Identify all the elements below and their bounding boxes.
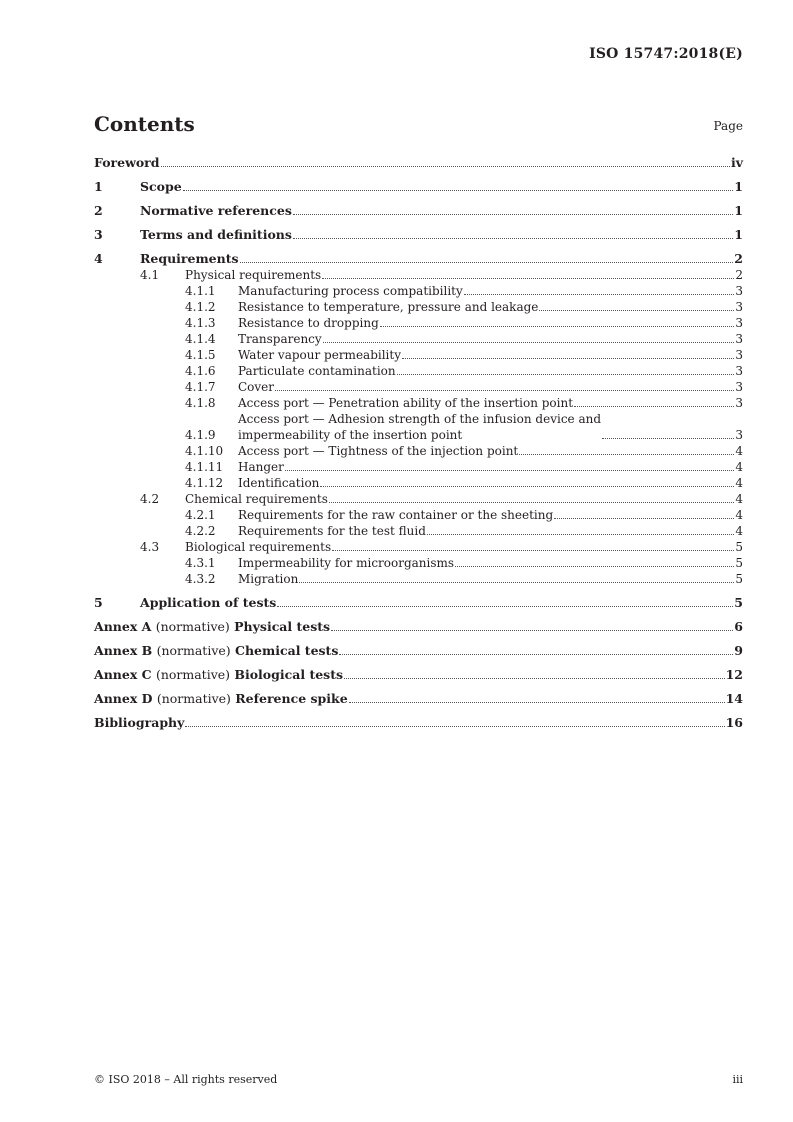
toc-page: 14	[725, 691, 743, 706]
toc-title: Access port — Tightness of the injection point	[238, 444, 519, 458]
toc-page: 9	[734, 643, 743, 658]
toc-entry[interactable]	[94, 379, 743, 395]
annex-label: Annex B	[94, 643, 153, 658]
toc-number: 4.2	[140, 492, 160, 506]
toc-page: 5	[735, 572, 743, 586]
toc-number: 1	[94, 179, 103, 194]
toc-entry[interactable]	[94, 347, 743, 363]
dot-leader	[464, 294, 735, 295]
annex-label: Annex D	[94, 691, 153, 706]
toc-title	[94, 667, 343, 683]
toc-title: Requirements for the raw container or the sheeting	[238, 508, 554, 522]
dot-leader	[293, 238, 733, 239]
toc-title: Scope	[140, 179, 182, 194]
toc-number: 4.1.2	[185, 300, 216, 314]
annex-label: Annex C	[94, 667, 152, 682]
annex-title: Reference spike	[235, 691, 348, 706]
dot-leader	[519, 454, 734, 455]
dot-leader	[402, 358, 734, 359]
toc-page: 4	[735, 444, 743, 458]
toc-page: 12	[725, 667, 743, 682]
toc-entry[interactable]	[94, 523, 743, 539]
annex-title: Physical tests	[234, 619, 331, 634]
toc-number: 4.1.10	[185, 444, 224, 458]
toc-entry[interactable]	[94, 267, 743, 283]
annex-title: Chemical tests	[235, 643, 339, 658]
toc-title: Biological requirements	[185, 540, 332, 554]
toc-number: 4.1.8	[185, 396, 216, 410]
dot-leader	[397, 374, 735, 375]
dot-leader	[320, 486, 734, 487]
annex-normative: (normative)	[155, 667, 231, 682]
toc-number: 4.1.4	[185, 332, 216, 346]
toc-page: 1	[734, 179, 743, 194]
toc-page: 4	[735, 492, 743, 506]
toc-page: 4	[735, 524, 743, 538]
toc-entry[interactable]	[94, 595, 743, 611]
annex-normative: (normative)	[155, 619, 230, 634]
toc-title-line2: impermeability of the insertion point	[238, 428, 463, 442]
toc-page: 1	[734, 203, 743, 218]
toc-entry[interactable]	[94, 411, 743, 443]
toc-number: 4	[94, 251, 103, 266]
toc-title: Hanger	[238, 460, 284, 474]
toc-entry[interactable]	[94, 283, 743, 299]
toc-title: Chemical requirements	[185, 492, 328, 506]
toc-number: 4.1.12	[185, 476, 224, 490]
dot-leader	[185, 726, 724, 727]
annex-label: Annex A	[94, 619, 152, 634]
toc-page: 4	[735, 476, 743, 490]
toc-number: 5	[94, 595, 103, 610]
dot-leader	[329, 502, 734, 503]
toc-entry[interactable]	[94, 459, 743, 475]
toc-entry[interactable]	[94, 363, 743, 379]
dot-leader	[299, 582, 734, 583]
toc-title: Manufacturing process compatibility	[238, 284, 463, 298]
dot-leader	[602, 438, 734, 439]
toc-page: 16	[725, 715, 743, 730]
toc-title	[238, 411, 601, 443]
toc-page: 6	[734, 619, 743, 634]
toc-page: 5	[735, 540, 743, 554]
dot-leader	[285, 470, 734, 471]
toc-page: 2	[735, 268, 743, 282]
toc-entry[interactable]	[94, 443, 743, 459]
dot-leader	[380, 326, 735, 327]
toc-entry[interactable]	[94, 691, 743, 707]
dot-leader	[349, 702, 725, 703]
toc-title: Application of tests	[140, 595, 277, 610]
toc-entry[interactable]	[94, 507, 743, 523]
dot-leader	[322, 278, 734, 279]
toc-entry[interactable]	[94, 203, 743, 219]
dot-leader	[455, 566, 734, 567]
toc-entry[interactable]	[94, 619, 743, 635]
toc-page: 2	[734, 251, 743, 266]
toc-entry[interactable]	[94, 227, 743, 243]
toc-entry[interactable]	[94, 179, 743, 195]
table-of-contents	[94, 155, 743, 731]
toc-number: 4.3	[140, 540, 160, 554]
toc-entry[interactable]	[94, 155, 743, 171]
toc-entry[interactable]	[94, 715, 743, 731]
toc-page: 3	[735, 364, 743, 378]
toc-page: 4	[735, 460, 743, 474]
dot-leader	[277, 606, 733, 607]
document-id: ISO 15747:2018(E)	[589, 46, 743, 62]
toc-entry[interactable]	[94, 571, 743, 587]
toc-title: Terms and definitions	[140, 227, 292, 242]
toc-page: 3	[735, 284, 743, 298]
copyright-notice: © ISO 2018 – All rights reserved	[94, 1073, 278, 1086]
toc-page: 1	[734, 227, 743, 242]
toc-entry[interactable]	[94, 315, 743, 331]
toc-title	[94, 643, 338, 659]
dot-leader	[161, 166, 730, 167]
toc-title: Requirements	[140, 251, 239, 266]
toc-page: 3	[735, 348, 743, 362]
toc-title-line1: Access port — Adhesion strength of the infusion device and	[238, 412, 602, 426]
toc-number: 4.1	[140, 268, 160, 282]
toc-page: 4	[735, 508, 743, 522]
toc-number: 3	[94, 227, 103, 242]
toc-title: Particulate contamination	[238, 364, 396, 378]
page-column-label: Page	[713, 119, 743, 133]
dot-leader	[427, 534, 734, 535]
toc-number: 4.1.6	[185, 364, 216, 378]
toc-page: 3	[735, 332, 743, 346]
page-title: Contents	[94, 112, 195, 136]
toc-title: Transparency	[238, 332, 322, 346]
dot-leader	[183, 190, 734, 191]
toc-number: 4.2.2	[185, 524, 216, 538]
dot-leader	[275, 390, 734, 391]
toc-page: 5	[735, 556, 743, 570]
annex-normative: (normative)	[156, 691, 231, 706]
toc-number: 4.3.2	[185, 572, 216, 586]
toc-number: 4.1.5	[185, 348, 216, 362]
toc-entry[interactable]	[94, 643, 743, 659]
toc-title: Requirements for the test fluid	[238, 524, 426, 538]
dot-leader	[574, 406, 734, 407]
toc-page: 3	[735, 428, 743, 442]
toc-entry[interactable]	[94, 299, 743, 315]
toc-page: 3	[735, 396, 743, 410]
toc-entry[interactable]	[94, 555, 743, 571]
toc-entry[interactable]	[94, 331, 743, 347]
toc-title: Cover	[238, 380, 275, 394]
toc-number: 4.1.11	[185, 460, 224, 474]
page-number: iii	[732, 1073, 743, 1086]
toc-title: Water vapour permeability	[238, 348, 401, 362]
dot-leader	[323, 342, 735, 343]
toc-title: Physical requirements	[185, 268, 322, 282]
toc-number: 2	[94, 203, 103, 218]
dot-leader	[293, 214, 733, 215]
toc-title: Bibliography	[94, 715, 185, 730]
dot-leader	[332, 550, 734, 551]
toc-entry[interactable]	[94, 491, 743, 507]
dot-leader	[344, 678, 725, 679]
toc-page: iv	[730, 155, 743, 170]
toc-entry[interactable]	[94, 667, 743, 683]
toc-title: Impermeability for microorganisms	[238, 556, 455, 570]
toc-page: 3	[735, 380, 743, 394]
dot-leader	[539, 310, 734, 311]
annex-title: Biological tests	[234, 667, 344, 682]
toc-entry[interactable]	[94, 475, 743, 491]
toc-title	[94, 619, 330, 635]
annex-normative: (normative)	[156, 643, 231, 658]
toc-number: 4.1.9	[185, 428, 216, 442]
dot-leader	[554, 518, 734, 519]
dot-leader	[240, 262, 734, 263]
toc-title: Resistance to dropping	[238, 316, 379, 330]
toc-number: 4.1.7	[185, 380, 216, 394]
toc-page: 5	[734, 595, 743, 610]
toc-number: 4.1.1	[185, 284, 216, 298]
dot-leader	[339, 654, 733, 655]
toc-title: Resistance to temperature, pressure and leakage	[238, 300, 539, 314]
toc-number: 4.3.1	[185, 556, 216, 570]
toc-title: Foreword	[94, 155, 160, 170]
toc-entry[interactable]	[94, 539, 743, 555]
toc-title: Normative references	[140, 203, 292, 218]
toc-title: Access port — Penetration ability of the insertion point	[238, 396, 574, 410]
toc-entry[interactable]	[94, 395, 743, 411]
toc-page: 3	[735, 316, 743, 330]
toc-title	[94, 691, 348, 707]
toc-page: 3	[735, 300, 743, 314]
toc-title: Identification	[238, 476, 320, 490]
toc-title: Migration	[238, 572, 299, 586]
toc-number: 4.2.1	[185, 508, 216, 522]
toc-entry[interactable]	[94, 251, 743, 267]
dot-leader	[331, 630, 733, 631]
toc-number: 4.1.3	[185, 316, 216, 330]
